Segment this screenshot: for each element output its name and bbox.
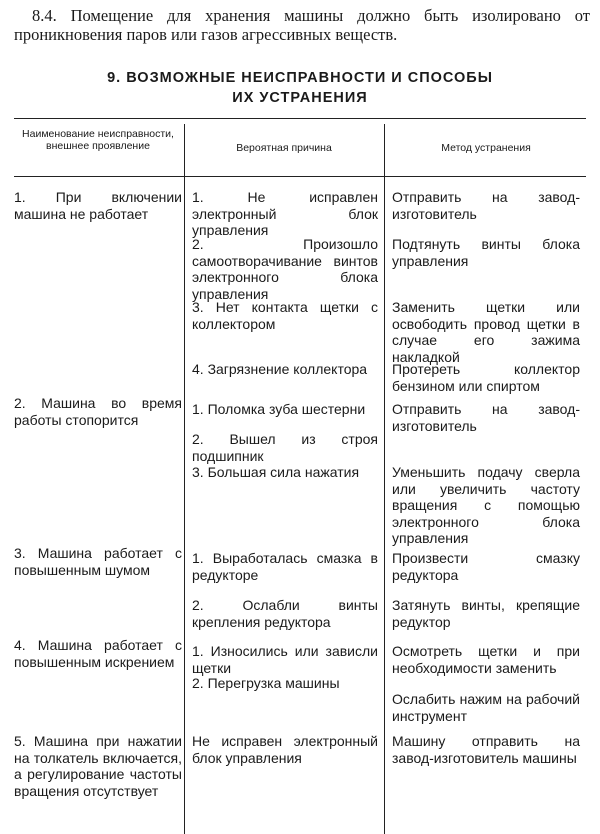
fault-5: 5. Машина при нажатии на толкатель включается, а регулирование частоты вращения отсутствует bbox=[14, 733, 182, 799]
cause-1-1: 1. Не исправлен электронный блок управления bbox=[192, 189, 378, 238]
table-top-rule bbox=[14, 118, 586, 119]
section-title-line1: 9. ВОЗМОЖНЫЕ НЕИСПРАВНОСТИ И СПОСОБЫ bbox=[107, 70, 493, 86]
fault-1: 1. При включении машина не работает bbox=[14, 189, 182, 222]
column-divider-2 bbox=[384, 124, 385, 834]
header-bottom-rule bbox=[14, 176, 586, 177]
cause-5-1: Не исправен электронный блок управления bbox=[192, 733, 378, 766]
header-remedy: Метод устранения bbox=[441, 142, 531, 154]
fault-4: 4. Машина работает с повышенным искрением bbox=[14, 637, 182, 670]
cause-4-1: 1. Износились или зависли щетки bbox=[192, 643, 378, 676]
cause-1-2: 2. Произошло самоотворачивание винтов электронного блока управления bbox=[192, 236, 378, 302]
cause-3-1: 1. Выработалась смазка в редукторе bbox=[192, 550, 378, 583]
remedy-3-1: Произвести смазку редуктора bbox=[392, 550, 580, 583]
remedy-3-2: Затянуть винты, крепящие редуктор bbox=[392, 597, 580, 630]
remedy-5-1: Машину отправить на завод-изготовитель машины bbox=[392, 733, 580, 766]
remedy-4-2: Ослабить нажим на рабочий инструмент bbox=[392, 691, 580, 724]
header-cause: Вероятная причина bbox=[236, 142, 332, 154]
cause-3-2: 2. Ослабли винты крепления редуктора bbox=[192, 597, 378, 630]
cause-1-3: 3. Нет контакта щетки с коллектором bbox=[192, 299, 378, 332]
cause-2-3: 3. Большая сила нажатия bbox=[192, 464, 360, 480]
intro-paragraph: 8.4. Помещение для хранения машины должно быть изолировано от проникновения паров или газов агрессивных веществ. bbox=[14, 6, 590, 44]
cause-4-2: 2. Перегрузка машины bbox=[192, 675, 340, 691]
header-fault: Наименование неисправности, внешнее проявление bbox=[22, 128, 174, 152]
fault-2: 2. Машина во время работы стопорится bbox=[14, 395, 182, 428]
remedy-2-3: Уменьшить подачу сверла или увеличить частоту вращения с помощью электронного блока управления bbox=[392, 464, 580, 546]
cause-2-2: 2. Вышел из строя подшипник bbox=[192, 431, 378, 464]
cause-1-4: 4. Загрязнение коллектора bbox=[192, 361, 368, 377]
remedy-1-3: Заменить щетки или освободить провод щетки в случае его зажима накладкой bbox=[392, 299, 580, 365]
remedy-4-1: Осмотреть щетки и при необходимости заменить bbox=[392, 643, 580, 676]
remedy-1-1: Отправить на завод-изготовитель bbox=[392, 189, 580, 222]
remedy-2-1: Отправить на завод-изготовитель bbox=[392, 401, 580, 434]
section-title-line2: ИХ УСТРАНЕНИЯ bbox=[232, 90, 368, 106]
column-divider-1 bbox=[184, 124, 185, 834]
remedy-1-4: Протереть коллектор бензином или спиртом bbox=[392, 361, 580, 394]
remedy-1-2: Подтянуть винты блока управления bbox=[392, 236, 580, 269]
fault-3: 3. Машина работает с повышенным шумом bbox=[14, 545, 182, 578]
cause-2-1: 1. Поломка зуба шестерни bbox=[192, 401, 366, 417]
